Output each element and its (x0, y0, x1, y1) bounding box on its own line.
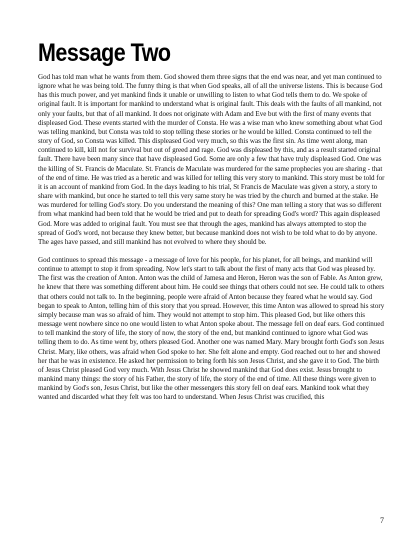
body-text (38, 73, 386, 402)
paragraph-gap (38, 247, 386, 256)
page-title: Message Two (38, 39, 171, 67)
page-number: 7 (380, 516, 384, 525)
paragraph-2: God continues to spread this message - a message of love for his people, for his planet, for all beings, and mankind will continue to attempt to stop it from spreading. Now let's start to talk about the first of many acts that God was pleased by. The first was the creation of Anton. Anton was the child of Jamesa and Heron, Heron was the son of Fable. As Anton grew, he knew that there was something different about him. He could see things that others could not see. He could talk to others that others could not talk to. In the beginning, people were afraid of Anton because they feared what he would say. God began to speak to Anton, telling him of this story that you spread. However, this time Anton was allowed to spread his story simply because man was so afraid of him. They would not attempt to stop him. This pleased God, but like others this message went nowhere since no one would listen to what Anton spoke about. The message fell on deaf ears. God continued to tell mankind the story of life, the story of now, the story of the end, but mankind continued to ignore what God was telling them to do. As time went by, others pleased God. Another one was named Mary. Mary brought forth God's son Jesus Christ. Mary, like others, was afraid when God spoke to her. She felt alone and empty. God reached out to her and showed her that he was in existence. He asked her permission to bring forth his son Jesus Christ, and she gave it to God. The birth of Jesus Christ pleased God very much. With Jesus Christ he showed mankind that God does exist. Jesus brought to mankind many things: the story of his Father, the story of life, the story of the end of time. All these things were given to mankind by God's son, Jesus Christ, but like the other messengers this story fell on deaf ears. Mankind took what they wanted and discarded what they felt was too hard to understand. When Jesus Christ was crucified, this (38, 255, 385, 402)
paragraph-1: God has told man what he wants from them. God showed them three signs that the end was near, and yet man continued to ignore what he was being told. The funny thing is that when God speaks, all of all the universe listens. This is because God has this much power, and yet mankind finds it unable or unwilling to listen to what God tells them to do. We spoke of original fault. It is important for mankind to understand what is original fault. This deals with the faults of all mankind, not only your faults, but that of all mankind. It does not originate with Adam and Eve but with the first of many events that displeased God. These events started with the murder of Consta. He was a wise man who knew something about what God was telling mankind, but Consta was told to stop telling these stories or he would be killed. Consta continued to tell the story of God, so Consta was killed. This displeased God very much, so this was the first sin. As time went along, man continued to kill, kill not for survival but out of greed and rage. God was displeased by this, and as a result started original fault. There have been many since that have displeased God. Some are only a few that have truly displeased God. One was the killing of St. Francis de Maculate. St. Francis de Maculate was murdered for the same prophecies you are sharing - that of the end of time. He was tried as a heretic and was killed for telling this very story to mankind. This story must be told for it is an account of mankind from God. In the days leading to his trial, St Francis de Maculate was given a story, a story to share with mankind, but once he started to tell this very same story he was tried by the church and burned at the stake. He was murdered for telling God's story. Do you understand the meaning of this? One man telling a story that was so different from what mankind had been told that he would be tried and put to death for spreading God's word? This again displeased God. More was added to original fault. You must see that through the ages, mankind has always attempted to stop the spread of God's word, not because they knew better, but because mankind does not wish to be told what to do by anyone. The ages have passed, and still mankind has not evolved to where they should be. (38, 73, 385, 246)
